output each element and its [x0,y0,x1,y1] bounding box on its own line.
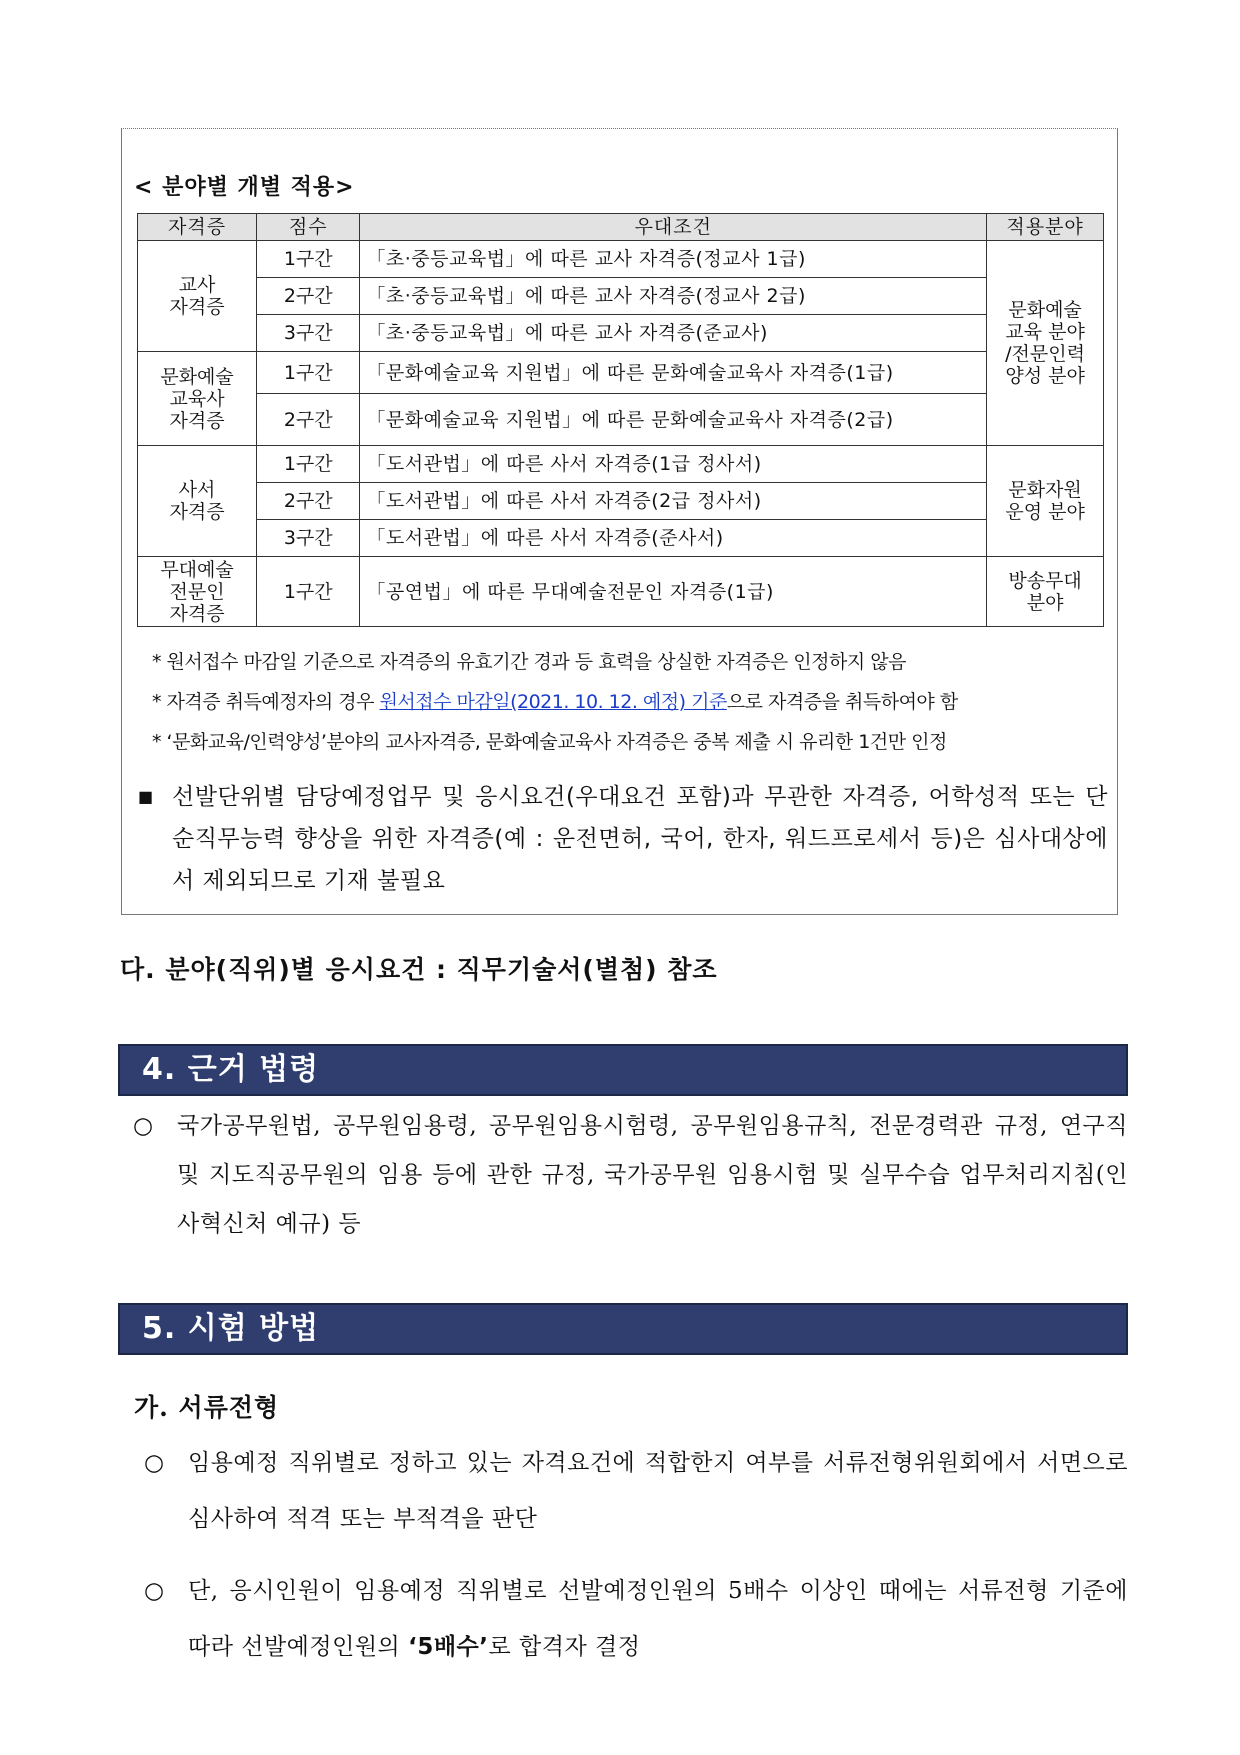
score-cell: 1구간 [257,557,360,627]
table-row [138,352,1104,394]
score-cell: 2구간 [257,394,360,446]
section-4-paragraph [133,1102,1128,1249]
note-1: * 원서접수 마감일 기준으로 자격증의 유효기간 경과 등 효력을 상실한 자격증은 인정하지 않음 [152,651,906,673]
section-5-header: 5. 시험 방법 [118,1303,1128,1355]
box-title: < 분야별 개별 적용> [134,175,355,200]
section-4-header: 4. 근거 법령 [118,1044,1128,1096]
field-cell: 문화자원 운영 분야 [987,446,1104,557]
table-row [138,278,1104,315]
condition-cell: 「문화예술교육 지원법」에 따른 문화예술교육사 자격증(1급) [360,352,987,394]
condition-cell: 「공연법」에 따른 무대예술전문인 자격증(1급) [360,557,987,627]
table-row [138,394,1104,446]
circle-bullet-icon: ○ [133,1113,154,1139]
section-5-text-2 [188,1563,1128,1675]
table-header-row [138,214,1104,241]
section-5-paragraph-1 [144,1435,1128,1547]
cert-cell: 무대예술 전문인 자격증 [138,557,257,627]
table-row [138,446,1104,483]
condition-cell: 「초·중등교육법」에 따른 교사 자격증(준교사) [360,315,987,352]
score-cell: 3구간 [257,315,360,352]
score-cell: 3구간 [257,520,360,557]
excluded-certs-text: 선발단위별 담당예정업무 및 응시요건(우대요건 포함)과 무관한 자격증, 어학성적 또는 단순직무능력 향상을 위한 자격증(예 : 운전면허, 국어, 한자, 워드프로세서 등)은 심사대상에서 제외되므로 기재 불필요 [172,784,1108,894]
qualification-table [137,213,1104,627]
score-cell: 1구간 [257,241,360,278]
field-cell: 방송무대 분야 [987,557,1104,627]
field-cell: 문화예술 교육 분야 /전문인력 양성 분야 [987,241,1104,446]
score-cell: 1구간 [257,446,360,483]
header-condition: 우대조건 [360,214,987,241]
table-row [138,520,1104,557]
note-2 [152,682,958,722]
section-5-text-2-suffix: 로 합격자 결정 [488,1634,641,1660]
table-row [138,557,1104,627]
square-bullet-icon: ■ [138,787,154,806]
circle-bullet-icon: ○ [144,1450,165,1476]
table-row [138,315,1104,352]
header-score: 점수 [257,214,360,241]
section-5-text-2-prefix: 단, 응시인원이 임용예정 직위별로 선발예정인원의 5배수 이상인 때에는 서류전형 기준에 따라 선발예정인원의 [188,1578,1128,1660]
score-cell: 2구간 [257,483,360,520]
score-cell: 1구간 [257,352,360,394]
table-row [138,483,1104,520]
cert-cell: 사서 자격증 [138,446,257,557]
condition-cell: 「도서관법」에 따른 사서 자격증(1급 정사서) [360,446,987,483]
condition-cell: 「도서관법」에 따른 사서 자격증(2급 정사서) [360,483,987,520]
five-times-emphasis: ‘5배수’ [408,1634,489,1660]
excluded-certs-notice [138,776,1108,902]
note-2-suffix: 으로 자격증을 취득하여야 함 [726,691,958,713]
section-4-text: 국가공무원법, 공무원임용령, 공무원임용시험령, 공무원임용규칙, 전문경력관 규정, 연구직 및 지도직공무원의 임용 등에 관한 규정, 국가공무원 임용시험 및 실무수습 업무처리지침(인사혁신처 예규) 등 [177,1113,1128,1237]
table-row [138,241,1104,278]
circle-bullet-icon: ○ [144,1578,165,1604]
condition-cell: 「문화예술교육 지원법」에 따른 문화예술교육사 자격증(2급) [360,394,987,446]
subsection-da-heading: 다. 분야(직위)별 응시요건 : 직무기술서(별첨) 참조 [120,955,718,984]
note-2-prefix: * 자격증 취득예정자의 경우 [152,691,380,713]
cert-cell: 문화예술 교육사 자격증 [138,352,257,446]
section-5-paragraph-2 [144,1563,1128,1675]
condition-cell: 「도서관법」에 따른 사서 자격증(준사서) [360,520,987,557]
header-cert: 자격증 [138,214,257,241]
section-5-text-1: 임용예정 직위별로 정하고 있는 자격요건에 적합한지 여부를 서류전형위원회에서 서면으로 심사하여 적격 또는 부적격을 판단 [188,1450,1128,1532]
condition-cell: 「초·중등교육법」에 따른 교사 자격증(정교사 1급) [360,241,987,278]
condition-cell: 「초·중등교육법」에 따른 교사 자격증(정교사 2급) [360,278,987,315]
note-3: * ‘문화교육/인력양성’분야의 교사자격증, 문화예술교육사 자격증은 중복 제출 시 유리한 1건만 인정 [152,731,947,753]
cert-cell: 교사 자격증 [138,241,257,352]
score-cell: 2구간 [257,278,360,315]
subsection-ga-heading: 가. 서류전형 [134,1393,280,1422]
header-field: 적용분야 [987,214,1104,241]
deadline-link-text: 원서접수 마감일(2021. 10. 12. 예정) 기준 [379,691,727,713]
table-notes [152,642,958,762]
